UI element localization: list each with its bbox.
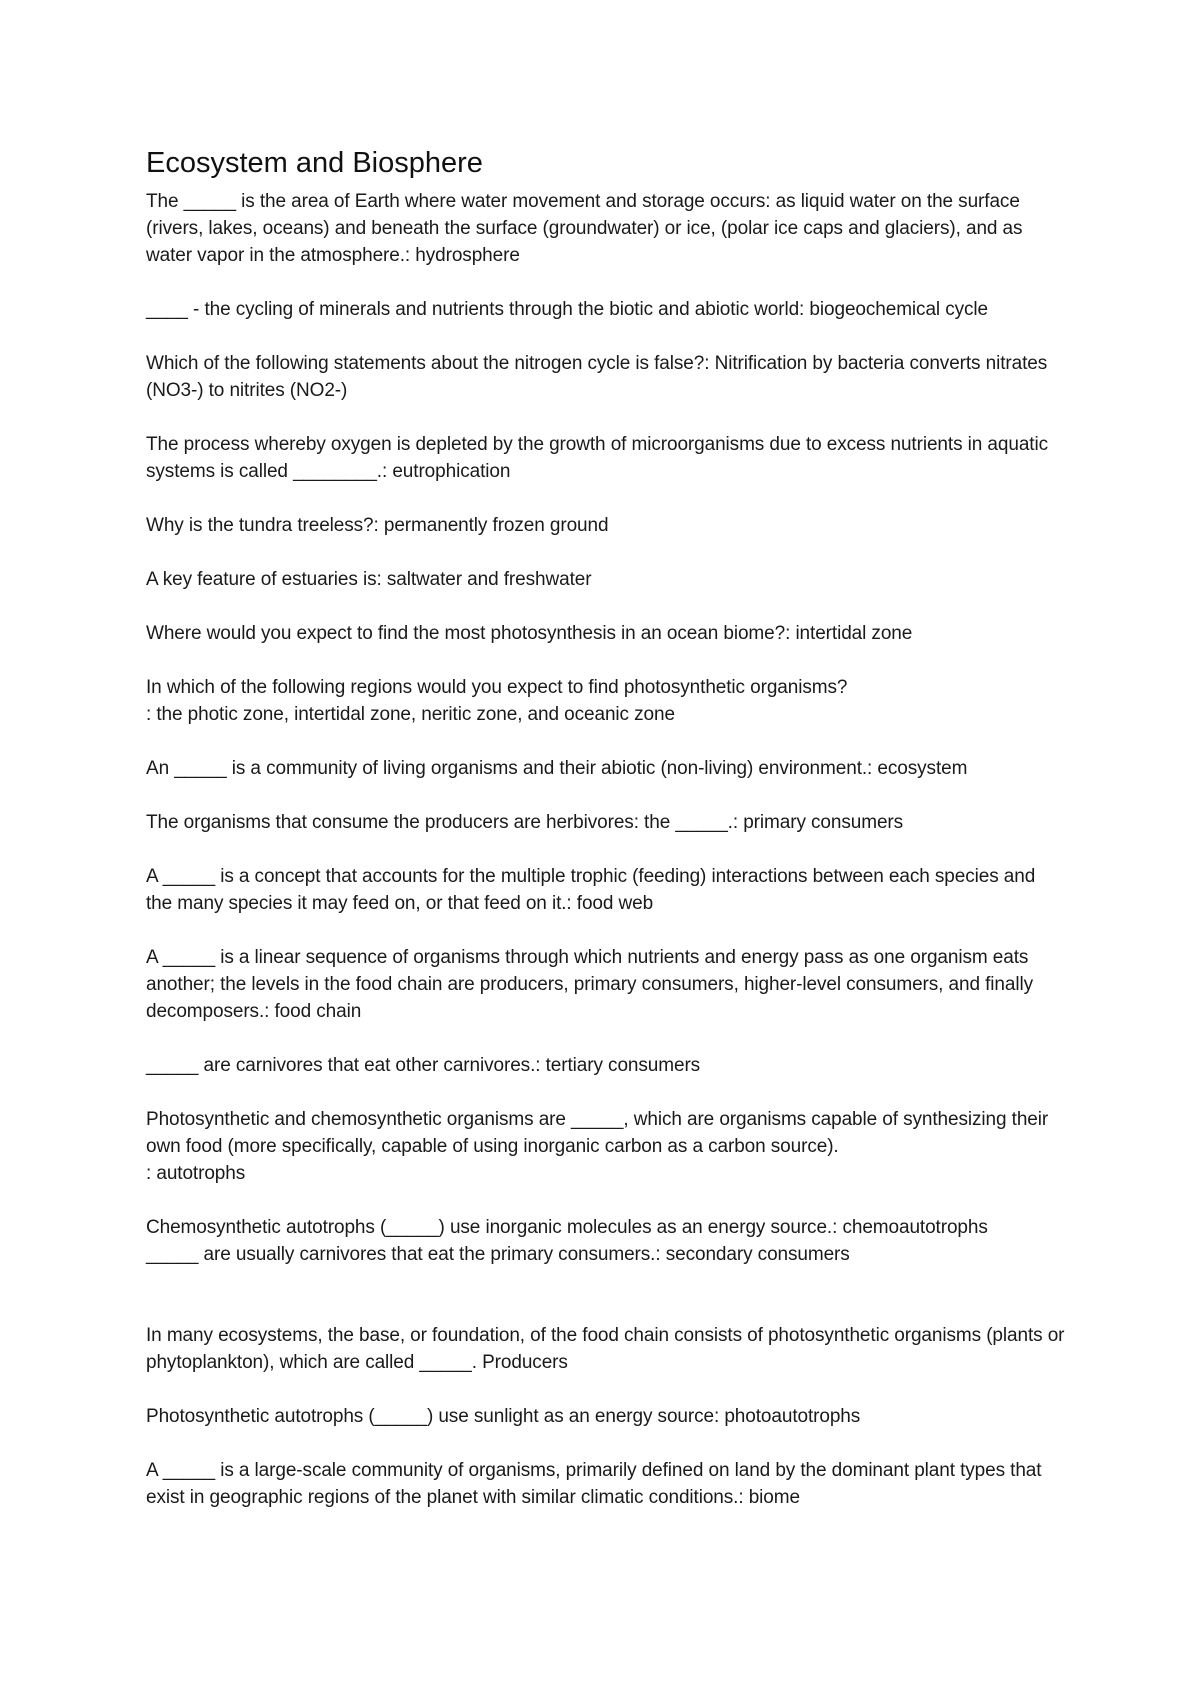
document-title: Ecosystem and Biosphere: [146, 147, 483, 179]
flashcard-eutrophication: The process whereby oxygen is depleted by the growth of microorganisms due to excess nutrients in aquatic systems is called ________.: eutrophication: [146, 434, 1054, 482]
flashcard-hydrosphere: The _____ is the area of Earth where water movement and storage occurs: as liquid water on the surface (rivers, lakes, oceans) and beneath the surface (groundwater) or ice, (polar ice caps and glaciers), and as water vapor in the atmosphere.: hydrosphere: [146, 191, 1028, 266]
flashcard-secondary-consumers: _____ are usually carnivores that eat the primary consumers.: secondary consumers: [146, 1244, 850, 1265]
flashcard-food-web: A _____ is a concept that accounts for the multiple trophic (feeding) interactions between each species and the many species it may feed on, or that feed on it.: food web: [146, 866, 1041, 914]
flashcard-photoautotrophs: Photosynthetic autotrophs (_____) use sunlight as an energy source: photoautotrophs: [146, 1406, 861, 1427]
flashcard-biogeochemical-cycle: ____ - the cycling of minerals and nutrients through the biotic and abiotic world: biogeochemical cycle: [146, 299, 989, 320]
flashcard-chemoautotrophs: Chemosynthetic autotrophs (_____) use inorganic molecules as an energy source.: chemoautotrophs: [146, 1217, 988, 1238]
flashcard-autotrophs: Photosynthetic and chemosynthetic organisms are _____, which are organisms capable of synthesizing their own food (more specifically, capable of using inorganic carbon as a carbon source). : autotrophs: [146, 1109, 1049, 1184]
flashcard-nitrogen-cycle: Which of the following statements about the nitrogen cycle is false?: Nitrification by bacteria converts nitrates (NO3-) to nitrites (NO2-): [146, 353, 1053, 401]
flashcard-intertidal-zone: Where would you expect to find the most photosynthesis in an ocean biome?: intertidal zone: [146, 623, 913, 644]
document-page: [146, 146, 1070, 1538]
flashcard-ecosystem: An _____ is a community of living organisms and their abiotic (non-living) environment.: ecosystem: [146, 758, 968, 779]
flashcard-food-chain: A _____ is a linear sequence of organisms through which nutrients and energy pass as one organism eats another; the levels in the food chain are producers, primary consumers, higher-level consumers, and finally decomposers.: food chain: [146, 947, 1039, 1022]
flashcard-estuaries: A key feature of estuaries is: saltwater and freshwater: [146, 569, 592, 590]
flashcard-tundra: Why is the tundra treeless?: permanently frozen ground: [146, 515, 609, 536]
flashcard-tertiary-consumers: _____ are carnivores that eat other carnivores.: tertiary consumers: [146, 1055, 701, 1076]
flashcard-producers: In many ecosystems, the base, or foundation, of the food chain consists of photosynthetic organisms (plants or phytoplankton), which are called _____. Producers: [146, 1325, 1070, 1373]
flashcard-primary-consumers: The organisms that consume the producers are herbivores: the _____.: primary consumers: [146, 812, 904, 833]
flashcard-photosynthetic-regions: In which of the following regions would you expect to find photosynthetic organisms? : the photic zone, intertidal zone, neritic zone, and oceanic zone: [146, 677, 848, 725]
flashcard-biome: A _____ is a large-scale community of organisms, primarily defined on land by the dominant plant types that exist in geographic regions of the planet with similar climatic conditions.: biome: [146, 1460, 1047, 1508]
